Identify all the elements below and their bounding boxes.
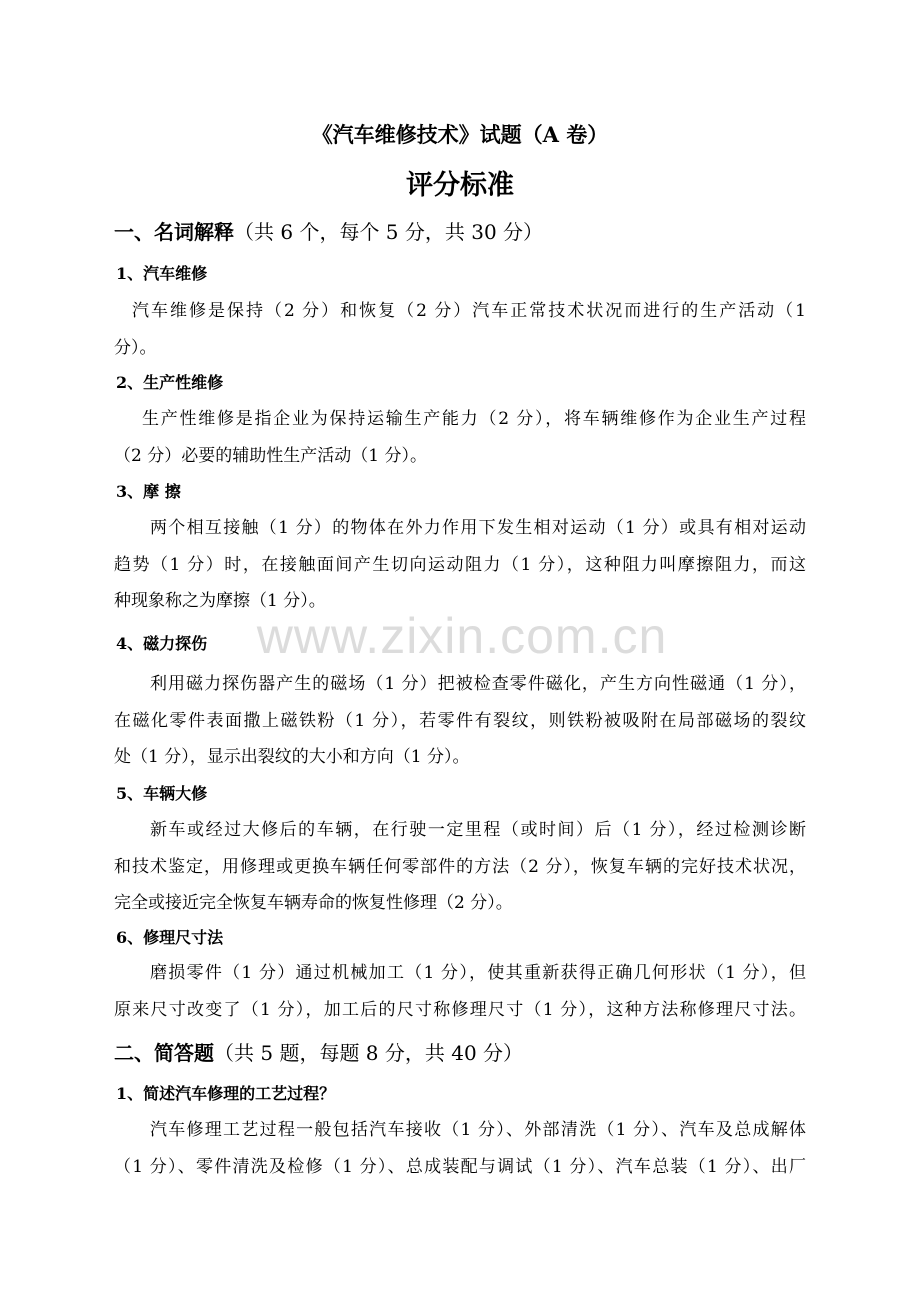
- document-title: 《汽车维修技术》试题（A 卷）: [311, 122, 609, 147]
- term-title-3: 3、摩 擦: [116, 482, 181, 501]
- term-answer-6: [114, 955, 806, 1028]
- document-subtitle: 评分标准: [406, 170, 514, 201]
- section-1-note: （共 6 个，每个 5 分，共 30 分）: [234, 220, 544, 244]
- answer-line: 趋势（1 分）时，在接触面间产生切向运动阻力（1 分），这种阻力叫摩擦阻力，而这: [114, 554, 806, 575]
- answer-line: 两个相互接触（1 分）的物体在外力作用下发生相对运动（1 分）或具有相对运动: [150, 518, 806, 538]
- answer-line: 汽车修理工艺过程一般包括汽车接收（1 分）、外部清洗（1 分）、汽车及总成解体: [150, 1120, 806, 1140]
- question-answer-1: [114, 1112, 806, 1185]
- term-title-6: 6、修理尺寸法: [116, 928, 224, 947]
- term-answer-2: [114, 401, 806, 474]
- answer-line: 磨损零件（1 分）通过机械加工（1 分），使其重新获得正确几何形状（1 分），但: [150, 963, 806, 983]
- answer-line: 新车或经过大修后的车辆，在行驶一定里程（或时间）后（1 分），经过检测诊断: [150, 820, 806, 840]
- answer-line: 原来尺寸改变了（1 分），加工后的尺寸称修理尺寸（1 分），这种方法称修理尺寸法。: [114, 999, 806, 1020]
- answer-line: 分）。: [114, 337, 157, 358]
- term-title-1: 1、汽车维修: [116, 264, 208, 283]
- section-1-title: 一、名词解释: [114, 220, 234, 244]
- answer-line: 处（1 分），显示出裂纹的大小和方向（1 分）。: [114, 747, 470, 767]
- section-2-title: 二、简答题: [114, 1041, 214, 1065]
- term-answer-3: [114, 510, 806, 620]
- answer-line: （1 分）、零件清洗及检修（1 分）、总成装配与调试（1 分）、汽车总装（1 分）、出厂: [114, 1156, 806, 1177]
- term-title-2: 2、生产性维修: [116, 373, 224, 392]
- answer-line: 和技术鉴定，用修理或更换车辆任何零部件的方法（2 分），恢复车辆的完好技术状况，: [114, 856, 806, 877]
- answer-line: 利用磁力探伤器产生的磁场（1 分）把被检查零件磁化，产生方向性磁通（1 分），: [150, 674, 806, 694]
- answer-line: 完全或接近完全恢复车辆寿命的恢复性修理（2 分）。: [114, 893, 513, 913]
- answer-line: 种现象称之为摩擦（1 分）。: [114, 591, 326, 611]
- term-answer-4: [114, 666, 806, 776]
- section-2-heading: [114, 1038, 523, 1068]
- term-answer-1: [114, 293, 806, 366]
- answer-line: 在磁化零件表面撒上磁铁粉（1 分），若零件有裂纹，则铁粉被吸附在局部磁场的裂纹: [114, 710, 806, 731]
- watermark: www.zixin.com.cn: [256, 608, 668, 664]
- term-title-4: 4、磁力探伤: [116, 634, 208, 653]
- question-title-1: 1、简述汽车修理的工艺过程？: [116, 1084, 336, 1103]
- answer-line: （2 分）必要的辅助性生产活动（1 分）。: [114, 445, 427, 466]
- term-answer-5: [114, 812, 806, 922]
- answer-line: 汽车维修是保持（2 分）和恢复（2 分）汽车正常技术状况而进行的生产活动（1: [132, 301, 806, 321]
- answer-line: 生产性维修是指企业为保持运输生产能力（2 分），将车辆维修作为企业生产过程: [142, 409, 806, 429]
- section-2-note: （共 5 题，每题 8 分，共 40 分）: [214, 1041, 524, 1065]
- term-title-5: 5、车辆大修: [116, 784, 208, 803]
- section-1-heading: [114, 217, 543, 247]
